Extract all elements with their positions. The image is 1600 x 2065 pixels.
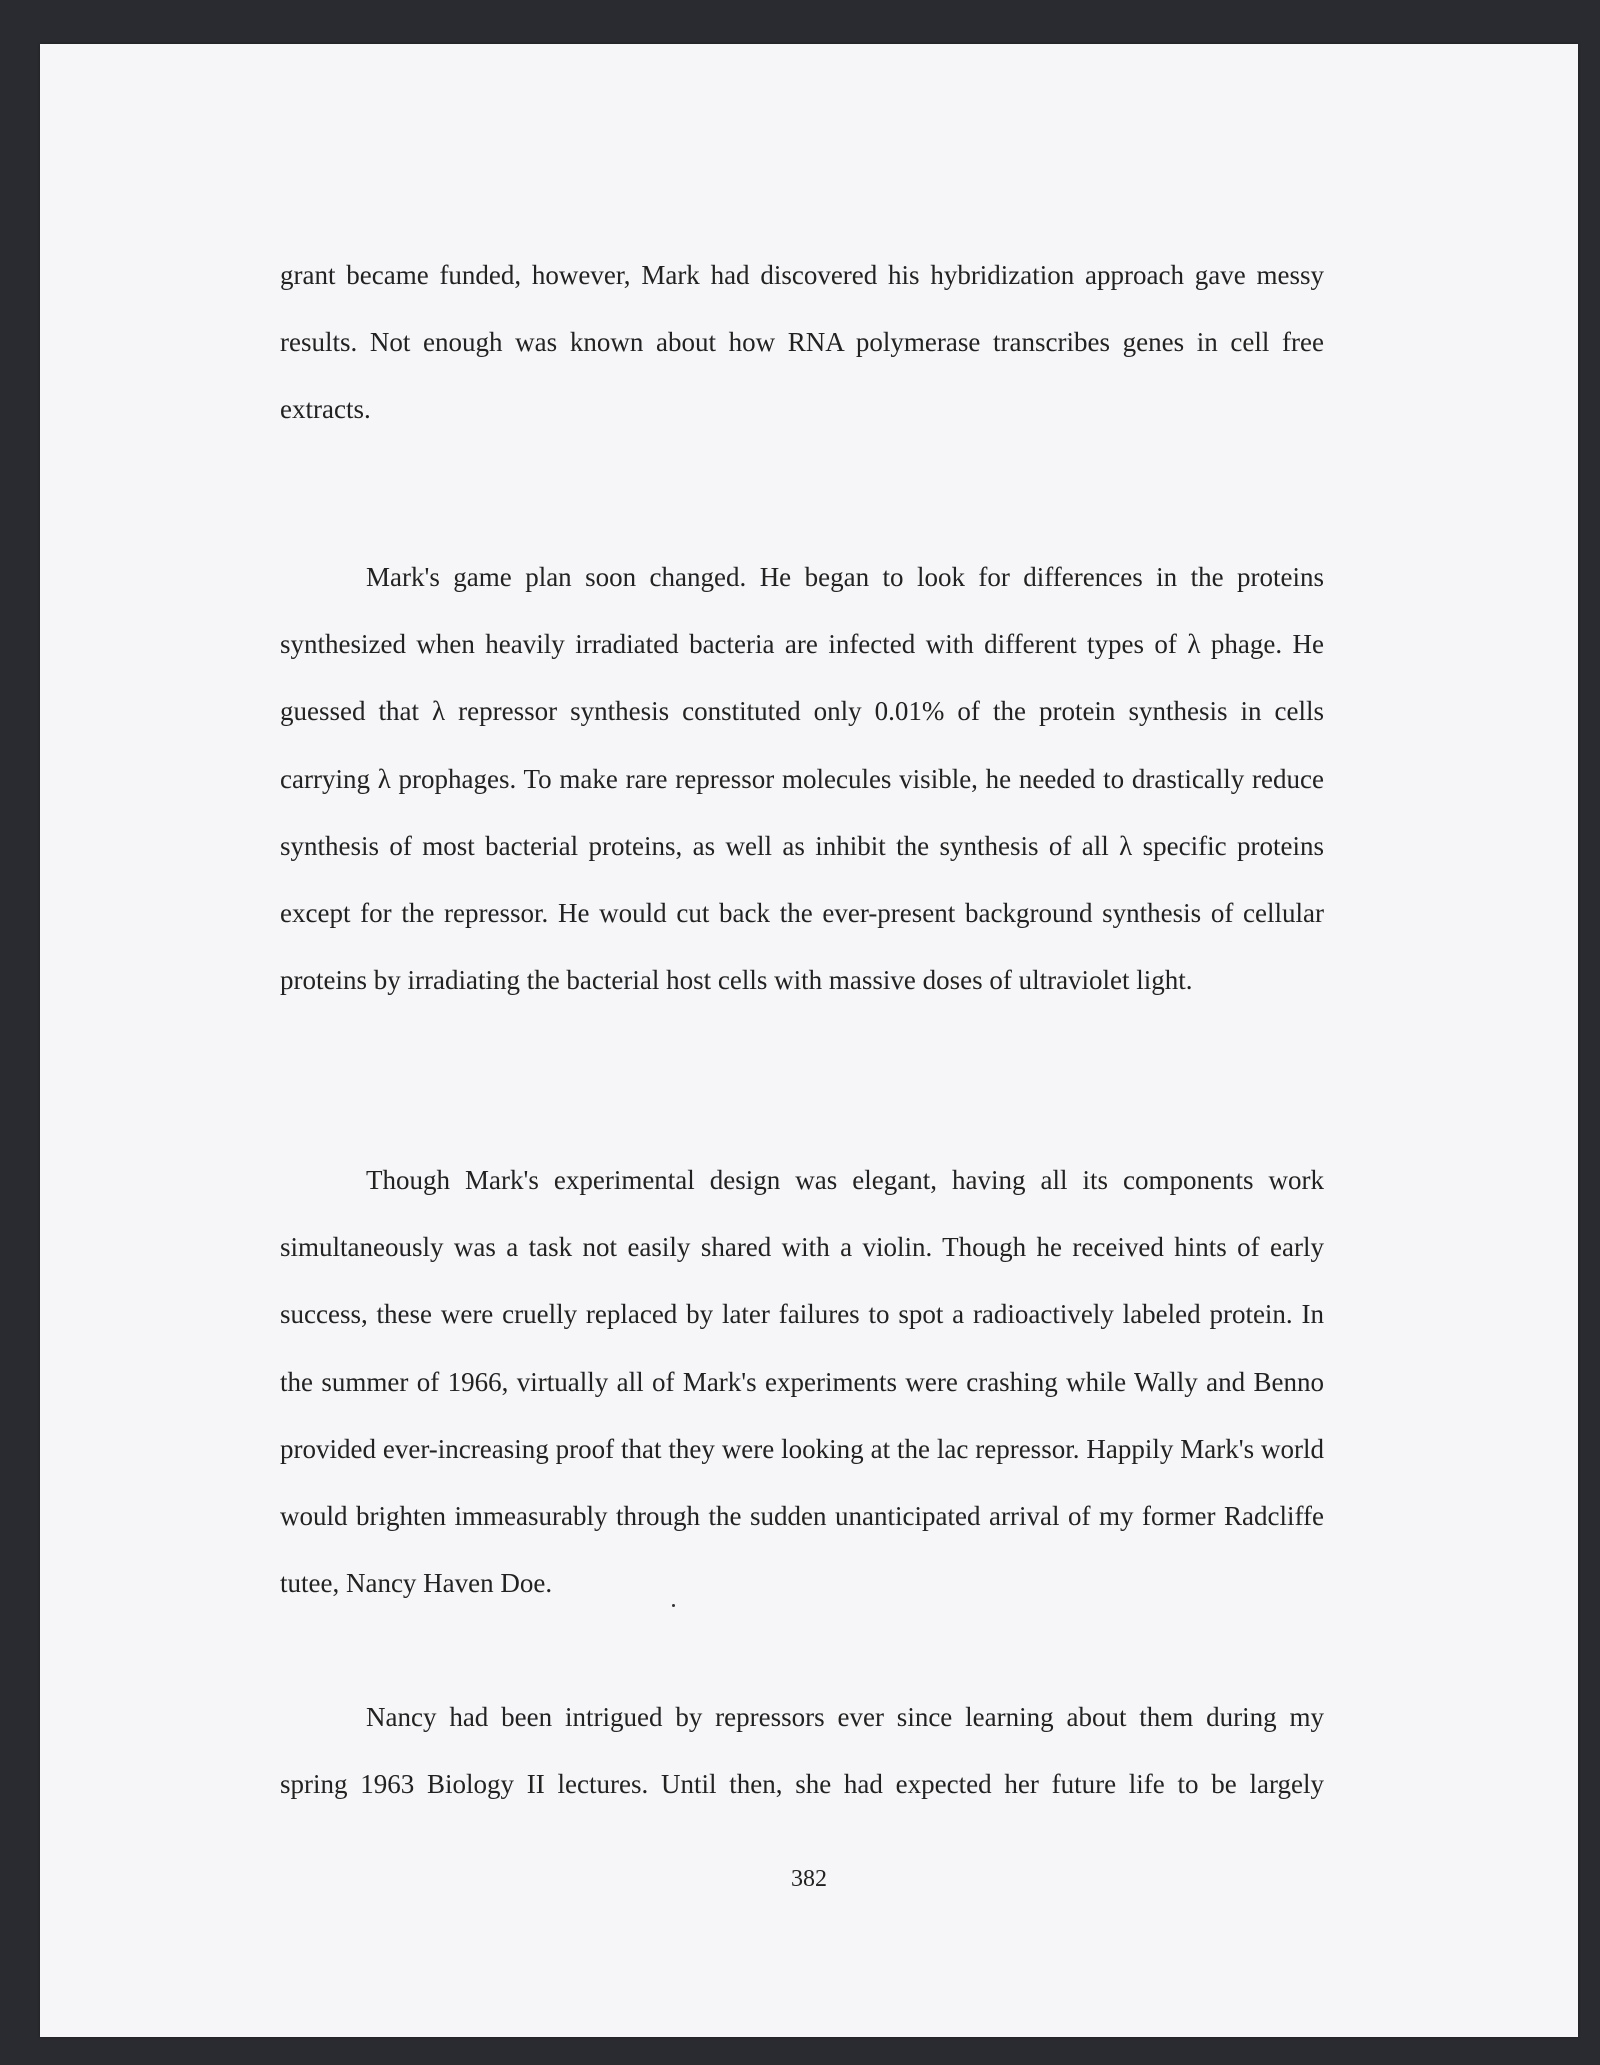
stray-dot-mark [672,1604,675,1607]
paragraph-4: Nancy had been intrigued by repressors ever since learning about them during my spring 1963 Biology II lectures. Until then, she had expected her future life to be largely [280,1702,1324,1800]
page-number: 382 [791,1866,827,1892]
paragraph-3: Though Mark's experimental design was elegant, having all its components work simultaneously was a task not easily shared with a violin. Though he received hints of early success, these were cruelly replaced by later failures to spot a radioactively labeled protein. In the summer of 1966, virtually all of Mark's experiments were crashing while Wally and Benno provided ever-increasing proof that they were looking at the lac repressor. Happily Mark's world would brighten immeasurably through the sudden unanticipated arrival of my former Radcliffe tutee, Nancy Haven Doe. [280,1165,1324,1599]
document-page [40,44,1578,2037]
paragraph-1: grant became funded, however, Mark had discovered his hybridization approach gave messy results. Not enough was known about how RNA polymerase transcribes genes in cell free extracts. [280,260,1324,425]
paragraph-2: Mark's game plan soon changed. He began to look for differences in the proteins synthesized when heavily irradiated bacteria are infected with different types of λ phage. He guessed that λ repressor synthesis constituted only 0.01% of the protein synthesis in cells carrying λ prophages. To make rare repressor molecules visible, he needed to drastically reduce synthesis of most bacterial proteins, as well as inhibit the synthesis of all λ specific proteins except for the repressor. He would cut back the ever-present background synthesis of cellular proteins by irradiating the bacterial host cells with massive doses of ultraviolet light. [280,562,1324,996]
